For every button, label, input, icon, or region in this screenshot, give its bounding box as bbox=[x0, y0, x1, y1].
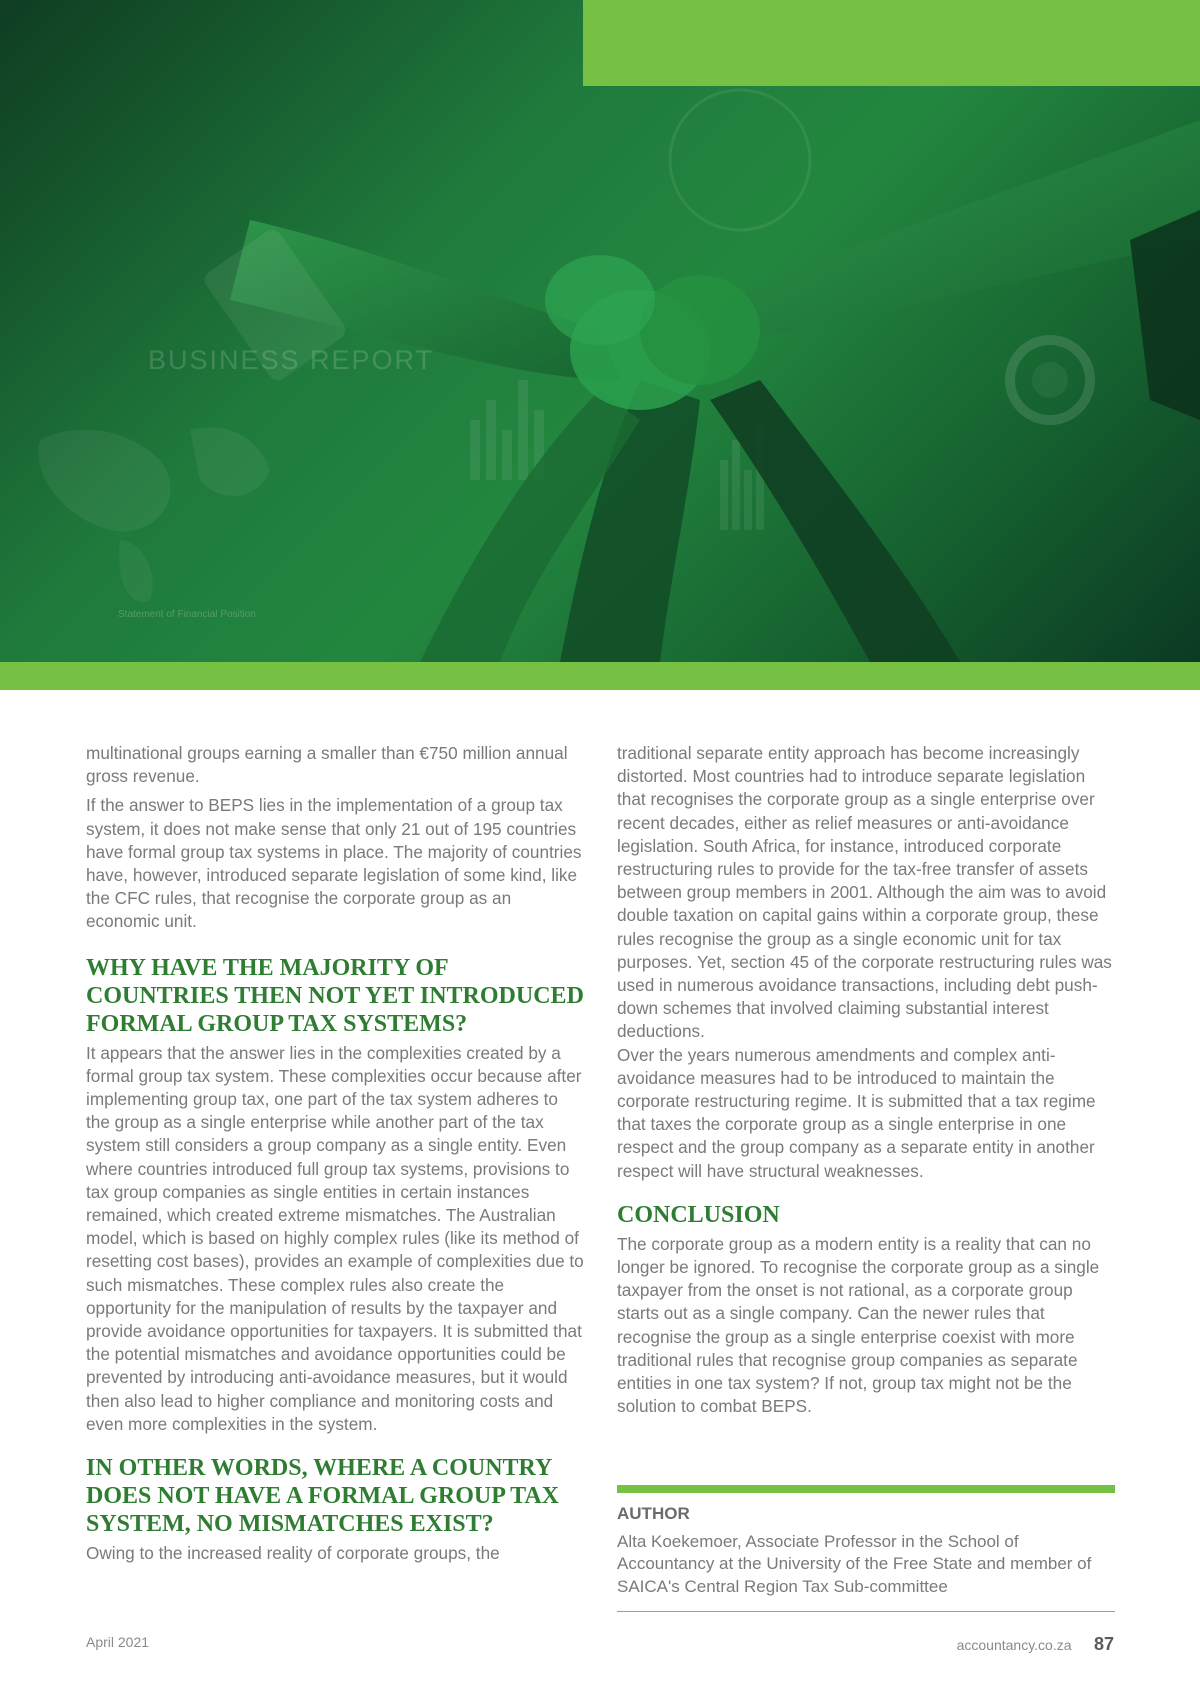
hero-subcaption: Statement of Financial Position bbox=[118, 609, 256, 620]
hero-illustration bbox=[0, 0, 1200, 662]
right-paragraph-2: Over the years numerous amendments and complex anti-avoidance measures had to be introduced to maintain the corporate restructuring regime. It is submitted that a tax regime that taxes the corporate group as a single enterprise in one respect and the group company as a separate entity in another respect will have structural weaknesses. bbox=[617, 1044, 1096, 1181]
left-paragraph-1: multinational groups earning a smaller than €750 million annual gross revenue. bbox=[86, 743, 568, 787]
footer-date: April 2021 bbox=[86, 1634, 150, 1650]
top-green-band bbox=[583, 0, 1200, 86]
right-column bbox=[617, 742, 1115, 1424]
footer-right bbox=[957, 1634, 1114, 1655]
author-label: AUTHOR bbox=[617, 1504, 690, 1523]
left-paragraph-2: If the answer to BEPS lies in the implementation of a group tax system, it does not make sense that only 21 out of 195 countries have formal group tax systems in place. The majority of countries have, however, introduced separate legislation of some kind, like the CFC rules, that recognise the corporate group as an economic unit. bbox=[86, 795, 582, 932]
right-paragraph-1: traditional separate entity approach has become increasingly distorted. Most countries had to introduce separate legislation that recognises the corporate group as a single enterprise over recent decades, either as relief measures or anti-avoidance legislation. South Africa, for instance, introduced corporate restructuring rules to provide for the tax-free transfer of assets between group members in 2001. Although the aim was to avoid double taxation on capital gains within a corporate group, these rules recognise the group as a single economic unit for tax purposes. Yet, section 45 of the corporate restructuring rules was used in numerous avoidance transactions, including debt push-down schemes that involved claiming substantial interest deductions. bbox=[617, 743, 1112, 1042]
hero-image bbox=[0, 0, 1200, 662]
author-bio: Alta Koekemoer, Associate Professor in the School of Accountancy at the University of the Free State and member of SAICA's Central Region Tax Sub-committee bbox=[617, 1532, 1092, 1596]
left-paragraph-3: It appears that the answer lies in the complexities created by a formal group tax system. These complexities occur because after implementing group tax, one part of the tax system adheres to the group as a single enterprise while another part of the tax system still considers a group company as a single entity. Even where countries introduced full group tax systems, provisions to tax group companies as single entities in certain instances remained, which created extreme mismatches. The Australian model, which is based on highly complex rules (like its method of resetting cost bases), provides an example of complexities due to such mismatches. These complex rules also create the opportunity for the manipulation of results by the taxpayer and provide avoidance opportunities for taxpayers. It is submitted that the potential mismatches and avoidance opportunities could be prevented by introducing anti-avoidance measures, but it would then also lead to higher compliance and monitoring costs and even more complexities in the system. bbox=[86, 1042, 584, 1434]
page-number: 87 bbox=[1093, 1634, 1114, 1654]
footer-site-link[interactable]: accountancy.co.za bbox=[956, 1637, 1072, 1653]
author-top-rule bbox=[617, 1485, 1115, 1493]
section-heading-in-other-words: IN OTHER WORDS, WHERE A COUNTRY DOES NOT HAVE A FORMAL GROUP TAX SYSTEM, NO MISMATCHES EXIST? bbox=[86, 1455, 559, 1538]
left-column bbox=[86, 742, 586, 1571]
right-paragraph-3: The corporate group as a modern entity is a reality that can no longer be ignored. To recognise the corporate group as a single taxpayer from the onset is not rational, as a corporate group starts out as a single company. Can the newer rules that recognise the group as a single enterprise coexist with more traditional rules that recognise group companies as separate entities in one tax system? If not, group tax might not be the solution to combat BEPS. bbox=[617, 1233, 1100, 1417]
author-bottom-rule bbox=[617, 1611, 1115, 1612]
hero-bottom-green-band bbox=[0, 662, 1200, 690]
section-heading-why: WHY HAVE THE MAJORITY OF COUNTRIES THEN NOT YET INTRODUCED FORMAL GROUP TAX SYSTEMS? bbox=[86, 954, 584, 1037]
hero-caption: BUSINESS REPORT bbox=[148, 345, 435, 375]
section-heading-conclusion: CONCLUSION bbox=[617, 1201, 780, 1228]
left-paragraph-4: Owing to the increased reality of corporate groups, the bbox=[86, 1543, 500, 1564]
